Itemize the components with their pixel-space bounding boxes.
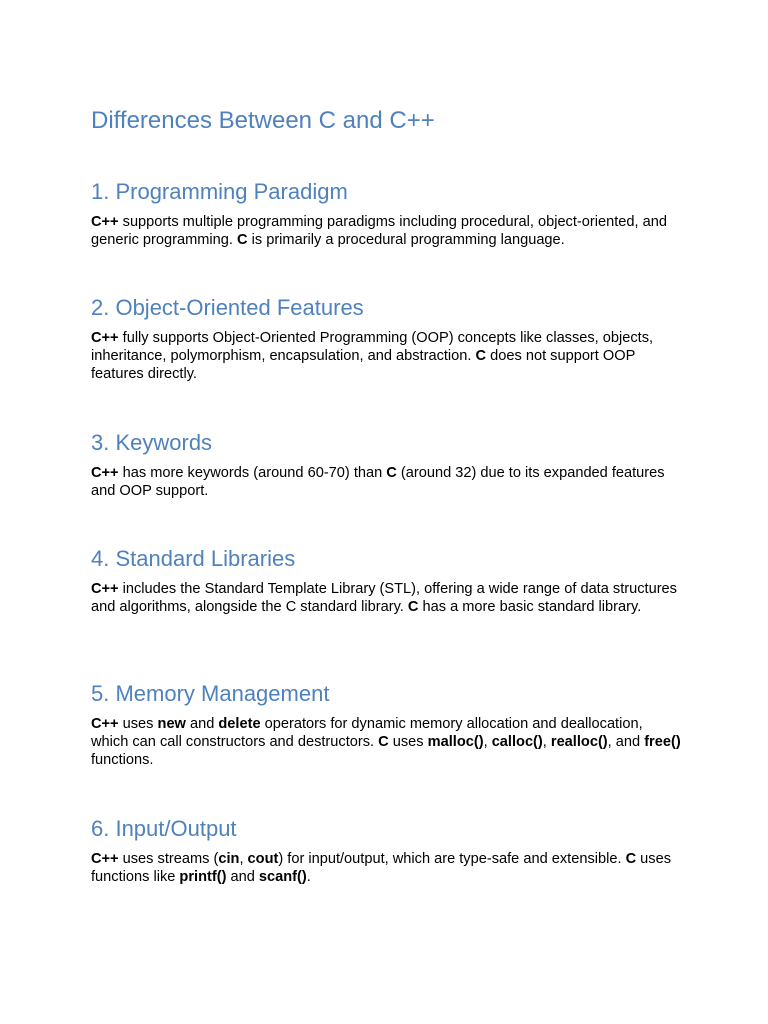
bold-term: C++ [91,465,119,481]
section-body [91,580,681,616]
bold-term: cout [247,851,279,867]
bold-term: scanf() [258,869,307,886]
bold-term: cin [218,851,240,867]
bold-term: C++ [91,214,119,230]
body-text: has more keywords (around 60-70) than [118,465,387,481]
bold-term: realloc() [550,734,608,751]
body-text: , [239,851,248,867]
section-heading: 1. Programming Paradigm [91,179,348,204]
section-body [91,213,681,249]
document-page [91,106,681,886]
section-body [91,850,681,886]
bold-term: C [386,465,397,481]
body-text: operators for dynamic memory allocation and deallocation, which can call constructors and destructors. [91,716,643,751]
body-text: uses [388,734,428,751]
body-text: functions. [91,752,154,769]
bold-term: delete [218,716,261,732]
bold-term: C [625,851,637,867]
body-text: , [542,734,551,751]
bold-term: new [157,716,186,732]
bold-term: free() [644,734,681,751]
bold-term: C [475,348,487,365]
section-heading: 2. Object-Oriented Features [91,295,364,320]
section-heading: 3. Keywords [91,430,213,455]
body-text: . [306,869,311,886]
body-text: fully supports Object-Oriented Programming (OOP) concepts like classes, objects, inheritance, polymorphism, encapsulation, and abstraction. [91,330,654,365]
body-text: and [185,716,219,732]
body-text: uses [118,716,158,732]
section-memory-management [91,680,681,770]
section-body [91,329,681,384]
section-programming-paradigm [91,178,681,249]
section-heading: 5. Memory Management [91,681,330,706]
bold-term: C [237,232,248,249]
bold-term: printf() [179,869,227,886]
body-text: has a more basic standard library. [418,599,642,616]
body-text: uses functions like [91,851,672,886]
body-text: is primarily a procedural programming language. [247,232,565,249]
bold-term: C++ [91,581,119,597]
bold-term: C++ [91,716,119,732]
bold-term: C++ [91,851,119,867]
bold-term: C++ [91,330,119,346]
body-text: uses streams ( [118,851,219,867]
section-object-oriented-features [91,294,681,384]
bold-term: calloc() [491,734,543,751]
body-text: and [226,869,259,886]
section-body [91,715,681,770]
body-text: , and [607,734,645,751]
body-text: , [483,734,492,751]
body-text: (around 32) due to its expanded features and OOP support. [91,465,665,500]
body-text: includes the Standard Template Library (STL), offering a wide range of data structures and algorithms, alongside the C standard library. [91,581,677,616]
body-text: does not support OOP features directly. [91,348,636,383]
document-title: Differences Between C and C++ [91,107,435,134]
section-standard-libraries [91,545,681,616]
section-body [91,464,681,500]
section-keywords [91,429,681,500]
body-text: ) for input/output, which are type-safe and extensible. [278,851,626,867]
bold-term: malloc() [427,734,484,751]
body-text: supports multiple programming paradigms including procedural, object-oriented, and generic programming. [91,214,667,249]
section-input-output [91,815,681,886]
bold-term: C [407,599,419,616]
bold-term: C [378,734,389,751]
section-heading: 4. Standard Libraries [91,546,296,571]
section-heading: 6. Input/Output [91,816,237,841]
